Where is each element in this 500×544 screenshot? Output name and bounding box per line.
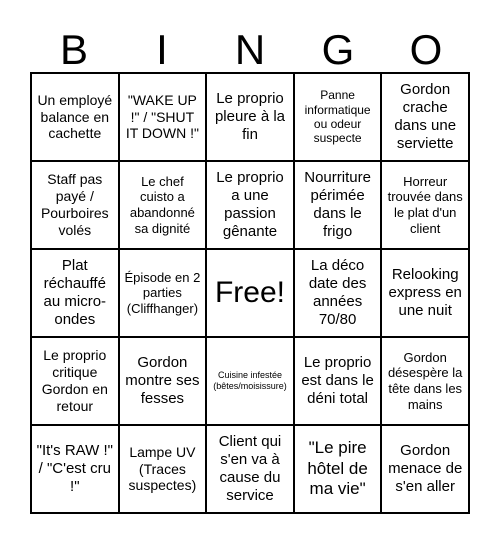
cell-text: Gordon menace de s'en aller <box>388 442 463 495</box>
cell-text: "Le pire hôtel de ma vie" <box>307 438 368 499</box>
cell-text: Lampe UV (Traces suspectes) <box>128 443 197 494</box>
bingo-cell[interactable] <box>119 425 207 513</box>
cell-text: La déco date des années 70/80 <box>308 257 367 328</box>
header-letter-b: B <box>59 26 88 73</box>
cell-text: Gordon désespère la tête dans les mains <box>387 349 463 412</box>
cell-text: Nourriture périmée dans le frigo <box>304 169 371 240</box>
bingo-cell[interactable] <box>381 161 469 249</box>
cell-text: "WAKE UP !" / "SHUT IT DOWN !" <box>125 91 199 142</box>
cell-text: Le proprio critique Gordon en retour <box>41 347 108 414</box>
bingo-cell[interactable] <box>294 425 382 513</box>
bingo-cell[interactable] <box>294 249 382 337</box>
bingo-cell[interactable] <box>381 249 469 337</box>
bingo-grid <box>30 72 470 514</box>
bingo-cell[interactable] <box>206 337 294 425</box>
cell-text: Horreur trouvée dans le plat d'un client <box>387 173 463 236</box>
header-letter-i: I <box>156 26 168 73</box>
bingo-cell[interactable] <box>206 425 294 513</box>
bingo-cell[interactable] <box>31 73 119 161</box>
bingo-cell[interactable] <box>119 337 207 425</box>
bingo-cell[interactable] <box>381 337 469 425</box>
bingo-header <box>30 28 470 72</box>
free-space-cell[interactable] <box>206 249 294 337</box>
bingo-cell[interactable] <box>119 249 207 337</box>
bingo-cell[interactable] <box>31 337 119 425</box>
bingo-cell[interactable] <box>119 73 207 161</box>
cell-text: Gordon crache dans une serviette <box>394 81 457 152</box>
cell-text: Le proprio est dans le déni total <box>301 354 374 407</box>
bingo-cell[interactable] <box>381 425 469 513</box>
cell-text: Cuisine infestée (bêtes/moisissure) <box>213 370 287 391</box>
cell-text: Le proprio pleure à la fin <box>214 90 286 143</box>
cell-text: Client qui s'en va à cause du service <box>218 433 282 504</box>
bingo-cell[interactable] <box>31 425 119 513</box>
bingo-cell[interactable] <box>31 249 119 337</box>
bingo-cell[interactable] <box>294 161 382 249</box>
bingo-cell[interactable] <box>119 161 207 249</box>
cell-text: Plat réchauffé au micro-ondes <box>43 257 107 328</box>
bingo-cell[interactable] <box>294 73 382 161</box>
bingo-cell[interactable] <box>294 337 382 425</box>
cell-text: Gordon montre ses fesses <box>125 354 200 407</box>
bingo-cell[interactable] <box>206 73 294 161</box>
header-letter-g: G <box>321 26 355 73</box>
bingo-cell[interactable] <box>31 161 119 249</box>
cell-text: "It's RAW !" / "C'est cru !" <box>36 442 113 495</box>
cell-text: Le chef cuisto a abandonné sa dignité <box>129 173 195 236</box>
header-letter-o: O <box>409 26 443 73</box>
cell-text: Épisode en 2 parties (Cliffhanger) <box>124 269 201 316</box>
cell-text: Panne informatique ou odeur suspecte <box>304 88 371 146</box>
header-letter-n: N <box>234 26 266 73</box>
bingo-cell[interactable] <box>381 73 469 161</box>
cell-text: Un employé balance en cachette <box>37 91 113 142</box>
cell-text: Staff pas payé / Pourboires volés <box>40 171 109 238</box>
bingo-cell[interactable] <box>206 161 294 249</box>
free-space-label: Free! <box>214 276 285 309</box>
cell-text: Le proprio a une passion gênante <box>216 169 284 240</box>
cell-text: Relooking express en une nuit <box>388 266 462 319</box>
